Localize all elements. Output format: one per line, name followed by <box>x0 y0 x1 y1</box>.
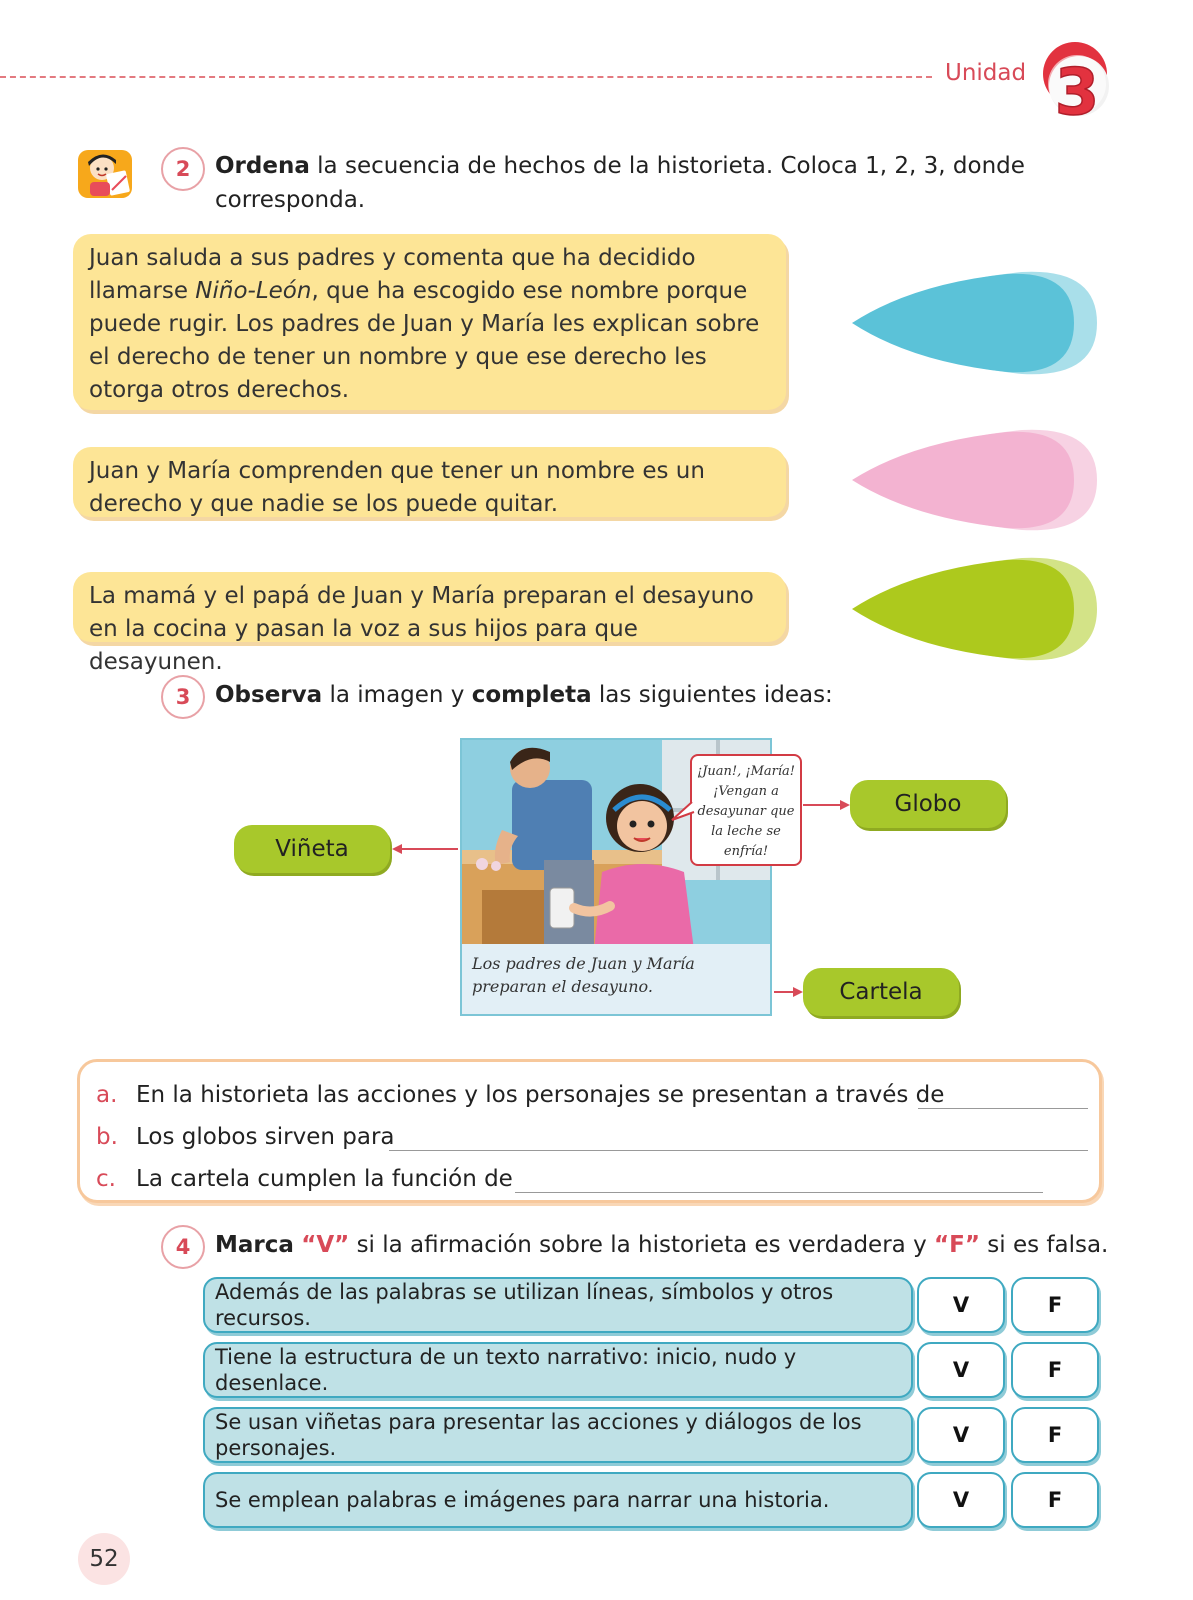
statement-row-3: Se usan viñetas para presentar las acciones y diálogos de los personajes. <box>203 1407 913 1463</box>
true-box-1[interactable]: V <box>917 1277 1005 1333</box>
arrow-to-vineta <box>392 842 460 856</box>
order-answer-leaf-3[interactable] <box>852 556 1102 662</box>
true-box-3[interactable]: V <box>917 1407 1005 1463</box>
answer-blank-a[interactable] <box>918 1108 1088 1109</box>
false-box-1[interactable]: F <box>1011 1277 1099 1333</box>
true-box-2[interactable]: V <box>917 1342 1005 1398</box>
unit-number: 3 <box>1054 56 1100 126</box>
label-vineta: Viñeta <box>234 825 390 873</box>
section-4-instruction: Marca “V” si la afirmación sobre la historieta es verdadera y “F” si es falsa. <box>215 1232 1109 1258</box>
label-globo: Globo <box>850 780 1006 828</box>
statement-row-1: Además de las palabras se utilizan líneas, símbolos y otros recursos. <box>203 1277 913 1333</box>
sequence-item-2: Juan y María comprenden que tener un nombre es un derecho y que nadie se los puede quitar. <box>73 447 786 517</box>
speech-bubble-tail <box>670 800 696 824</box>
unit-number-badge <box>1037 34 1117 126</box>
order-answer-leaf-2[interactable] <box>852 428 1102 532</box>
question-c: c. La cartela cumplen la función de <box>96 1166 513 1192</box>
label-cartela: Cartela <box>803 968 959 1016</box>
false-box-2[interactable]: F <box>1011 1342 1099 1398</box>
true-box-4[interactable]: V <box>917 1472 1005 1528</box>
completion-box <box>77 1059 1102 1203</box>
section-4-number: 4 <box>161 1225 205 1269</box>
section-3-number: 3 <box>161 675 205 719</box>
speech-bubble: ¡Juan!, ¡María! ¡Vengan a desayunar que la leche se enfría! <box>690 754 802 866</box>
section-2-instruction: Ordena la secuencia de hechos de la historieta. Coloca 1, 2, 3, donde corresponda. <box>215 153 1025 213</box>
false-box-3[interactable]: F <box>1011 1407 1099 1463</box>
false-box-4[interactable]: F <box>1011 1472 1099 1528</box>
caption-text: Los padres de Juan y María preparan el desayuno. <box>472 954 695 996</box>
question-b: b. Los globos sirven para <box>96 1124 395 1150</box>
header-dashed-line <box>0 76 932 78</box>
sequence-item-1: Juan saluda a sus padres y comenta que ha decidido llamarse Niño-León, que ha escogido ese nombre porque puede rugir. Los padres de Juan y María les explican sobre el derecho de tener un nombre y que ese derecho les otorga otros derechos. <box>73 234 786 410</box>
sequence-item-3: La mamá y el papá de Juan y María preparan el desayuno en la cocina y pasan la voz a sus hijos para que desayunen. <box>73 572 786 642</box>
arrow-to-globo <box>803 798 851 812</box>
answer-blank-b[interactable] <box>389 1150 1088 1151</box>
unit-label: Unidad <box>945 60 1027 86</box>
student-writing-icon <box>76 146 136 202</box>
statement-row-4: Se emplean palabras e imágenes para narrar una historia. <box>203 1472 913 1528</box>
arrow-to-cartela <box>774 985 804 999</box>
question-a: a. En la historieta las acciones y los personajes se presentan a través de <box>96 1082 945 1108</box>
page-number: 52 <box>78 1533 130 1585</box>
caption-area <box>462 944 770 1014</box>
statement-row-2: Tiene la estructura de un texto narrativo: inicio, nudo y desenlace. <box>203 1342 913 1398</box>
section-3-instruction: Observa la imagen y completa las siguientes ideas: <box>215 682 833 708</box>
section-2-number: 2 <box>161 147 205 191</box>
order-answer-leaf-1[interactable] <box>852 270 1102 376</box>
answer-blank-c[interactable] <box>515 1192 1043 1193</box>
